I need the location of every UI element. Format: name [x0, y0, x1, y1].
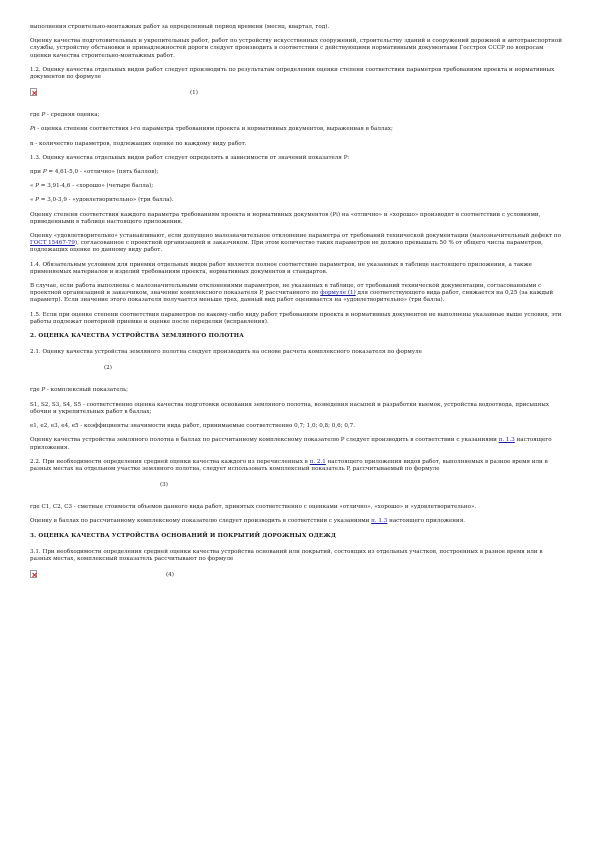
formula-1	[30, 88, 562, 108]
formula-number: (4)	[166, 572, 174, 579]
text: Оценку качества устройства земляного полотна в баллах по рассчитанному комплексному показателю P следует производить в соответствии с указаниями	[30, 437, 499, 444]
text: - комплексный показатель;	[45, 387, 129, 394]
paragraph-1-3: 1.3. Оценку качества отдельных видов работ следует определять в зависимости от значений показателя P:	[30, 154, 350, 161]
paragraph	[30, 437, 562, 451]
text: = 3,91-4,6 - «хорошо» (четыре балла);	[38, 183, 154, 190]
formula-2	[30, 363, 562, 383]
paragraph	[30, 197, 562, 204]
text: где	[30, 112, 42, 119]
variable: P	[42, 169, 47, 176]
text: настоящего приложения.	[30, 437, 552, 451]
paragraph-3-1: 3.1. При необходимости определения средней оценки качества устройства оснований или покрытий, состоящих из отдельных участков, построенных в разное время или в разных местах, комплексный показатель рассчитывают по формуле	[30, 548, 543, 562]
paragraph	[30, 183, 562, 190]
formula-number: (1)	[190, 90, 198, 97]
paragraph-1-5: 1.5. Если при оценке степени соответствия параметров по какому-либо виду работ требованиям проекта и нормативных документов не выполнены указанные выше условия, эти работы подлежат повторной приемке и оценке после переделки (исправления).	[30, 311, 562, 325]
paragraph	[30, 387, 562, 394]
text: В случае, если работа выполнена с малозначительными отклонениями параметров, не указанных в таблице, от требований технической документации, согласованными с проектной организацией и заказчиком, значение комплексного показателя P, рассчитанного по	[30, 283, 542, 297]
clause-1-3-link[interactable]: п. 1.3	[371, 518, 388, 525]
text: «	[30, 183, 36, 190]
paragraph-2-2	[30, 459, 562, 473]
section-heading-3: 3. ОЦЕНКА КАЧЕСТВА УСТРОЙСТВА ОСНОВАНИЙ И ПОКРЫТИЙ ДОРОЖНЫХ ОДЕЖД	[30, 532, 337, 539]
formula-1-link[interactable]: формуле (1)	[320, 290, 356, 297]
text: Оценку «удовлетворительно» устанавливают, если допущено малозначительное отклонение параметра от требований технической документации (малозначительный дефект по	[30, 233, 561, 240]
paragraph: Оценку качества подготовительных и укрепительных работ, работ по устройству искусственных сооружений, строительству зданий и сооружений дорожной и автотранспортной службы, устройству обстановки и принадлежностей дороги следует производить в соответствии с действующими нормативными документами Госстроя СССР по вопросам оценки качества строительно-монтажных работ.	[30, 38, 562, 59]
paragraph-1-4: 1.4. Обязательным условием для приемки отдельных видов работ является полное соответствие параметров, не указанных в таблице настоящего приложения, а также применяемых материалов и изделий требованиям проекта, нормативных документов и стандартов.	[30, 261, 532, 275]
text: - средняя оценка;	[45, 112, 100, 119]
text: где	[30, 387, 42, 394]
paragraph	[30, 112, 562, 119]
text: ), согласованное с проектной организацией и заказчиком. При этом количество таких параметров не должно превышать 50 % от общего числа параметров, подлежащих оценке по данному виду работ.	[30, 240, 543, 254]
paragraph	[30, 233, 562, 255]
variable: Pi	[30, 126, 36, 133]
paragraph	[30, 518, 562, 525]
variable: P	[41, 112, 46, 119]
text: настоящего приложения.	[387, 518, 466, 525]
paragraph: выполнения строительно-монтажных работ за определенный период времени (месяц, квартал, год).	[30, 24, 330, 30]
paragraph-1-2: 1.2. Оценку качества отдельных видов работ следует производить по результатам определения оценки степени соответствия параметров требованиям проекта и нормативных документов по формуле	[30, 66, 555, 81]
text: - оценка степени соответствия i-го параметра требованиям проекта и нормативных документов, выраженная в баллах;	[35, 126, 393, 133]
section-heading-2: 2. ОЦЕНКА КАЧЕСТВА УСТРОЙСТВА ЗЕМЛЯНОГО ПОЛОТНА	[30, 333, 245, 340]
paragraph: Оценку степени соответствия каждого параметра требованиям проекта и нормативных документов (Pi) на «отлично» и «хорошо» производят в соответствии с условиями, приведенными в таблице настоящего приложения.	[30, 211, 541, 225]
clause-2-1-link[interactable]: п. 2.1	[309, 458, 326, 465]
formula-3	[30, 480, 562, 500]
formula-4	[30, 570, 562, 590]
formula-number: (3)	[160, 482, 168, 489]
paragraph	[30, 283, 562, 305]
formula-number: (2)	[104, 365, 112, 372]
text: Оценку в баллах по рассчитанному комплексному показателю следует производить в соответствии с указаниями	[30, 518, 372, 525]
gost-link[interactable]: ГОСТ 15467-79	[30, 240, 75, 247]
paragraph: S1, S2, S3, S4, S5 - соответственно оценка качества подготовки основания земляного полотна, возведения насыпей и разработки выемок, устройства водоотвода, присыпных обочин и укрепительных работ в баллах;	[30, 401, 550, 415]
text: для соответствующего вида работ, снижается на 0,25 (за каждый параметр). Если значение этого показателя получается меньше трех, данный вид работ оценивается на «удовлетворительно» (три балла).	[30, 290, 554, 304]
text: при	[30, 169, 43, 176]
text: «	[30, 197, 36, 204]
paragraph	[30, 169, 562, 176]
paragraph: где C1, C2, C3 - сметные стоимости объемов данного вида работ, принятых соответственно с оценками «отлично», «хорошо» и «удовлетворительно».	[30, 504, 477, 511]
clause-1-3-link[interactable]: п. 1.3	[498, 437, 515, 444]
paragraph: n - количество параметров, подлежащих оценке по каждому виду работ.	[30, 140, 247, 147]
text: настоящего приложения видов работ, выполняемых в разное время или в разных местах на отдельном участке земляного полотна, следует использовать комплексный показатель P, рассчитываемый по формуле	[30, 458, 548, 472]
text: = 3,0-3,9 - «удовлетворительно» (три балла).	[38, 197, 174, 204]
paragraph	[30, 126, 562, 133]
broken-image-icon	[30, 88, 37, 96]
variable: P	[35, 197, 39, 204]
variable: P	[41, 387, 46, 394]
text: 2.2. При необходимости определения средней оценки качества каждого из перечисленных в	[30, 458, 310, 465]
document-body	[30, 0, 562, 594]
variable: P	[35, 183, 39, 190]
text: = 4,61-5,0 - «отлично» (пять баллов);	[46, 169, 159, 176]
paragraph-2-1: 2.1. Оценку качества устройства земляного полотна следует производить на основе расчета комплексного показателя по формуле	[30, 349, 422, 356]
broken-image-icon	[30, 570, 37, 578]
paragraph: e1, e2, e3, e4, e5 - коэффициенты значимости вида работ, принимаемые соответственно 0,7; 1,0; 0,8; 0,6; 0,7.	[30, 423, 356, 430]
